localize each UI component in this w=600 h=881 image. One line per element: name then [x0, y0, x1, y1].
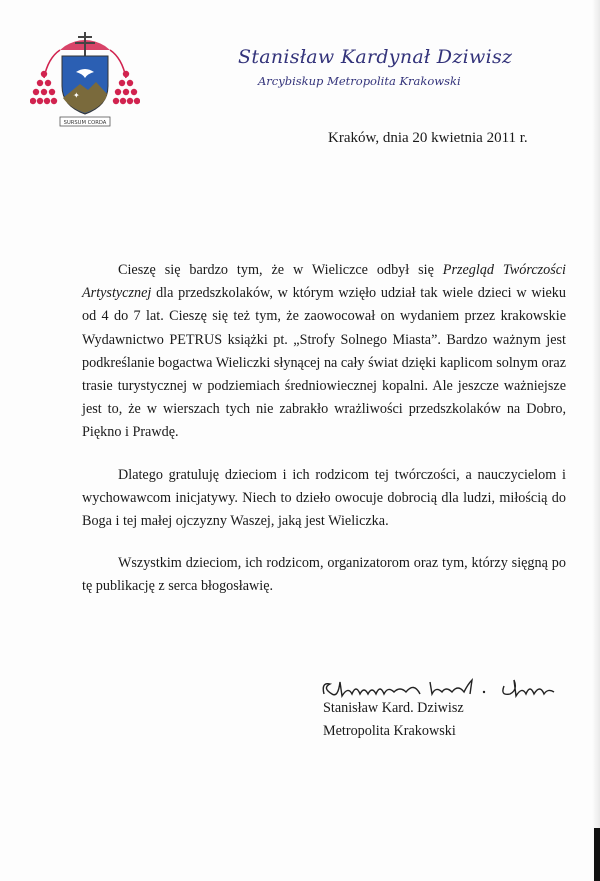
paragraph-1: [82, 259, 566, 445]
p1-italic-title: Przegląd Twórczości Artystycznej: [82, 262, 566, 302]
signatory-title: Metropolita Krakowski: [323, 723, 456, 739]
motto-text: SURSUM CORDA: [63, 120, 107, 126]
p1-part-a: Cieszę się bardzo tym, że w Wieliczce odbył się: [118, 262, 443, 278]
svg-text:✦: ✦: [73, 91, 80, 100]
p1-part-b: dla przedszkolaków, w którym wzięło udział tak wiele dzieci w wieku od 4 do 7 lat. Cieszę się też tym, że zaowocował on wydaniem przez krakowskie Wydawnictwo PETRUS książki pt. „Strofy Solnego Miasta”. Bardzo ważnym jest podkreślanie bogactwa Wieliczki słynącej na cały świat dzięki kaplicom solnym oraz trasie turystycznej w podziemiach średniowiecznej kopalni. Ale jeszcze ważniejsze jest to, że w wierszach tych nie zabrakło wrażliwości przedszkolaków na Dobro, Piękno i Prawdę.: [82, 285, 566, 441]
date-line: Kraków, dnia 20 kwietnia 2011 r.: [328, 130, 528, 146]
scan-edge-shadow: [592, 0, 600, 881]
scan-edge-mark: [594, 828, 600, 881]
signatory-name: Stanisław Kard. Dziwisz: [323, 700, 464, 716]
header-title: Arcybiskup Metropolita Krakowski: [258, 74, 461, 88]
paragraph-3: Wszystkim dzieciom, ich rodzicom, organizatorom oraz tym, którzy sięgną po tę publikację z serca błogosławię.: [82, 555, 566, 595]
letter-body: [82, 259, 566, 618]
header-name: Stanisław Kardynał Dziwisz: [238, 46, 513, 68]
paragraph-2: Dlatego gratuluję dzieciom i ich rodzicom tej twórczości, a nauczycielom i wychowawcom inicjatywy. Niech to dzieło owocuje dobrocią dla ludzi, miłością do Boga i tej małej ojczyzny Waszej, jaką jest Wieliczka.: [82, 466, 566, 530]
coat-of-arms: [30, 28, 140, 128]
